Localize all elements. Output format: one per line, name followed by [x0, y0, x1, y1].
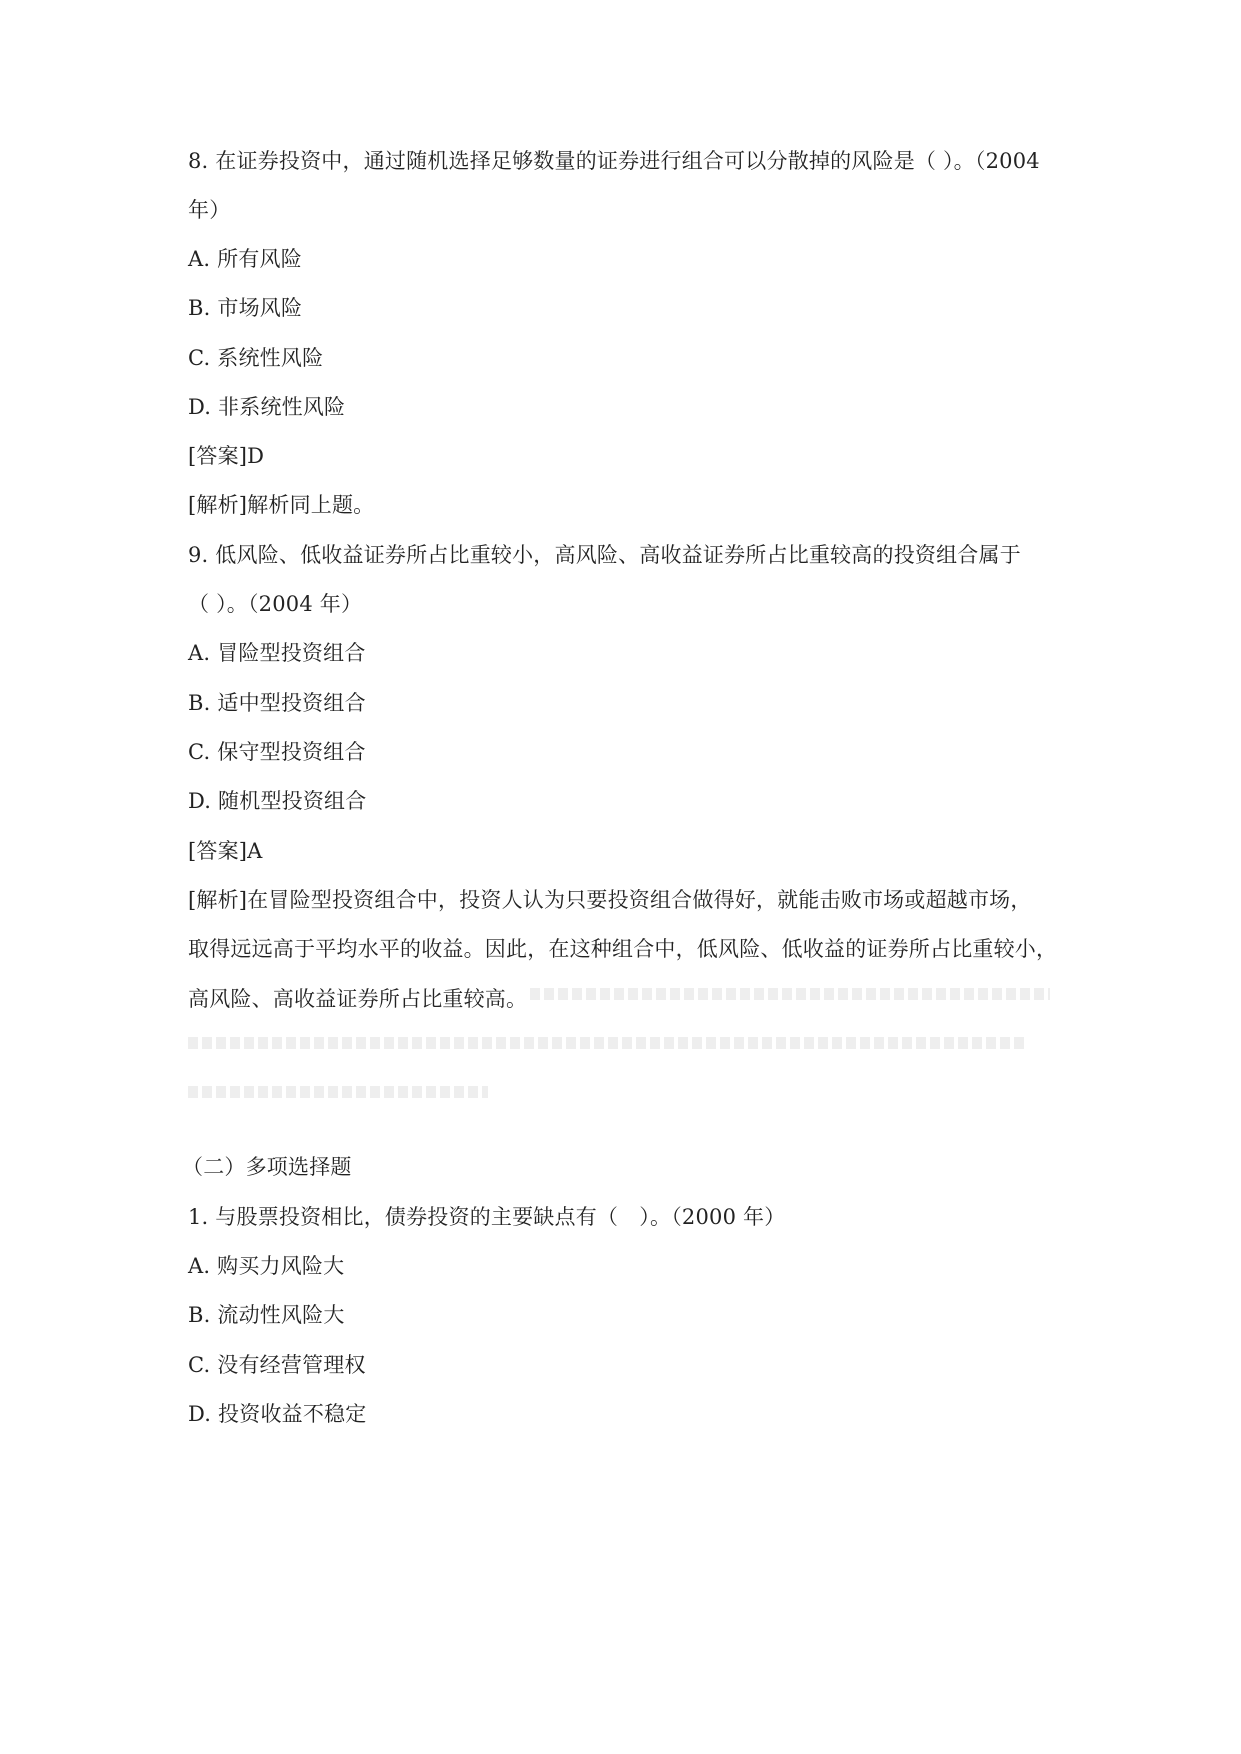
question-8-explanation: [解析]解析同上题。 — [188, 493, 375, 517]
multi-question-1-option-c: C. 没有经营管理权 — [188, 1353, 366, 1377]
section-title: （二）多项选择题 — [182, 1155, 352, 1179]
question-8-option-a: A. 所有风险 — [188, 247, 302, 271]
multi-question-1-option-b: B. 流动性风险大 — [188, 1303, 345, 1327]
multi-question-1-stem: 1. 与股票投资相比，债券投资的主要缺点有（ ）。（2000 年） — [188, 1205, 786, 1229]
question-8-option-b: B. 市场风险 — [188, 296, 303, 320]
question-9-explanation-line-3: 高风险、高收益证券所占比重较高。 — [188, 987, 528, 1011]
question-9-stem-line-1: 9. 低风险、低收益证券所占比重较小，高风险、高收益证券所占比重较高的投资组合属于 — [188, 543, 1021, 567]
question-8-option-d: D. 非系统性风险 — [188, 395, 346, 419]
faint-bleed-through-text — [530, 988, 1050, 1000]
question-9-explanation-line-2: 取得远远高于平均水平的收益。因此，在这种组合中，低风险、低收益的证券所占比重较小， — [188, 937, 1058, 961]
multi-question-1-option-a: A. 购买力风险大 — [188, 1254, 345, 1278]
question-9-option-a: A. 冒险型投资组合 — [188, 641, 366, 665]
question-9-option-b: B. 适中型投资组合 — [188, 691, 366, 715]
question-9-option-c: C. 保守型投资组合 — [188, 740, 366, 764]
question-9-stem-line-2: （ ）。（2004 年） — [188, 592, 363, 616]
question-9-option-d: D. 随机型投资组合 — [188, 789, 367, 813]
multi-question-1-option-d: D. 投资收益不稳定 — [188, 1402, 367, 1426]
question-9-explanation-line-1: [解析]在冒险型投资组合中，投资人认为只要投资组合做得好，就能击败市场或超越市场， — [188, 888, 1032, 912]
question-8-stem-line-1: 8. 在证券投资中，通过随机选择足够数量的证券进行组合可以分散掉的风险是（ ）。（2004 — [188, 149, 1040, 173]
question-9-answer: [答案]A — [188, 839, 263, 863]
faint-bleed-through-text — [188, 1086, 488, 1098]
question-8-option-c: C. 系统性风险 — [188, 346, 324, 370]
question-8-answer: [答案]D — [188, 444, 265, 468]
question-8-stem-line-2: 年） — [188, 198, 231, 222]
faint-bleed-through-text — [188, 1037, 1028, 1049]
